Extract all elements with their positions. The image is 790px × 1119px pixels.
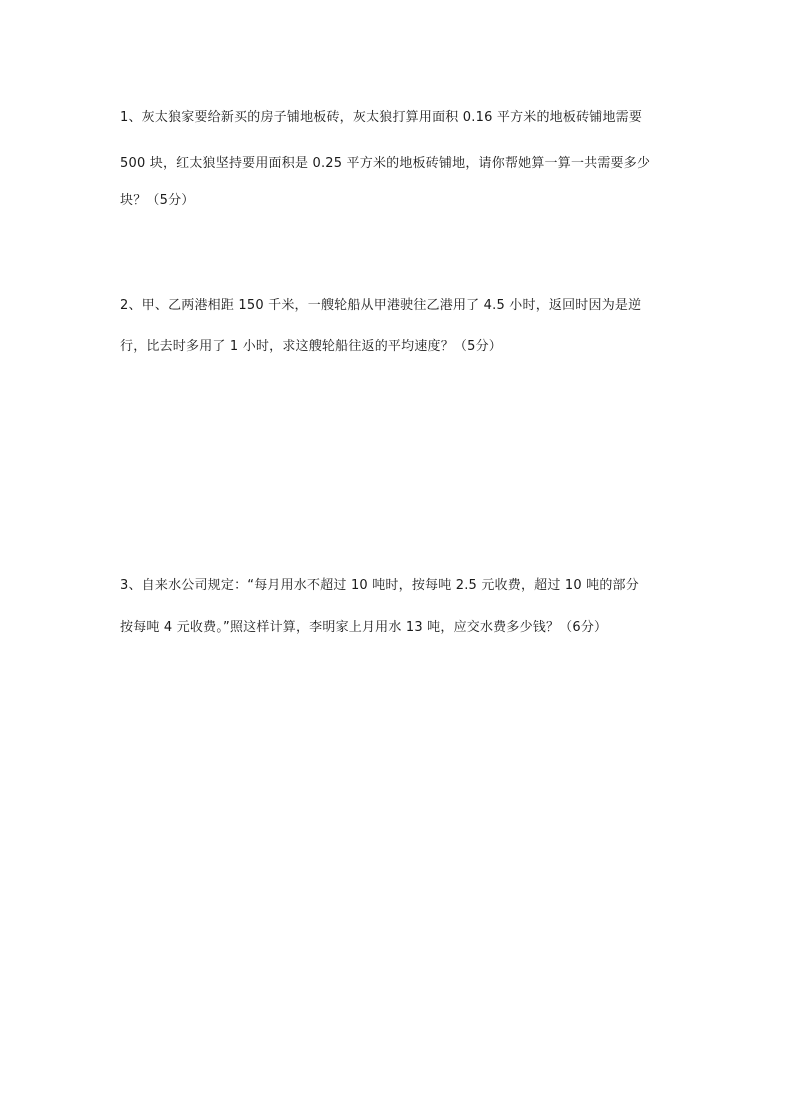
question-2-line-1: 2、甲、乙两港相距 150 千米，一艘轮船从甲港驶往乙港用了 4.5 小时，返回时因为是逆 xyxy=(120,298,642,313)
question-1-line-1: 1、灰太狼家要给新买的房子铺地板砖，灰太狼打算用面积 0.16 平方米的地板砖铺地需要 xyxy=(120,110,643,125)
question-2-line-2: 行，比去时多用了 1 小时，求这艘轮船往返的平均速度？（5分） xyxy=(120,339,503,354)
question-3-line-1: 3、自来水公司规定：“每月用水不超过 10 吨时，按每吨 2.5 元收费，超过 10 吨的部分 xyxy=(120,578,639,593)
question-3-line-2: 按每吨 4 元收费。”照这样计算，李明家上月用水 13 吨，应交水费多少钱？（6分） xyxy=(120,620,608,635)
question-1-line-3: 块？（5分） xyxy=(120,193,195,208)
question-1-line-2: 500 块，红太狼坚持要用面积是 0.25 平方米的地板砖铺地，请你帮她算一算一共需要多少 xyxy=(120,156,651,171)
